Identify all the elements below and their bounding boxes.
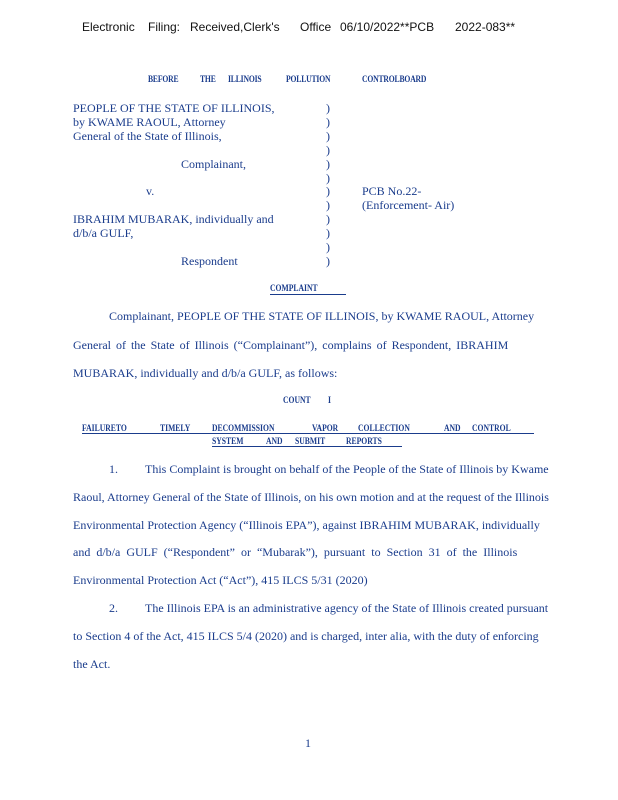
count-title-word: SYSTEM	[212, 436, 244, 446]
count-title-word: VAPOR	[312, 423, 339, 433]
board-heading-pollution: POLLUTION	[286, 74, 331, 84]
board-heading-illinois: ILLINOIS	[228, 74, 262, 84]
count-title-word: FAILURETO	[82, 423, 127, 433]
count-title-word: SUBMIT	[295, 436, 326, 446]
caption-paren: )	[326, 198, 330, 212]
caption-respondent-dba: d/b/a GULF,	[73, 226, 134, 240]
header-filing: Filing:	[148, 20, 181, 34]
paragraph-line: to Section 4 of the Act, 415 ILCS 5/4 (2020) and is charged, inter alia, with the duty of enforcing	[73, 629, 539, 643]
count-title-underline	[82, 433, 534, 434]
caption-paren: )	[326, 184, 330, 198]
caption-versus: v.	[146, 184, 155, 198]
board-heading-control-board: CONTROLBOARD	[362, 74, 427, 84]
caption-paren: )	[326, 212, 330, 226]
caption-attorney-general: General of the State of Illinois,	[73, 129, 222, 143]
page-number: 1	[305, 736, 311, 750]
paragraph-number: 2.	[109, 601, 118, 615]
caption-paren: )	[326, 226, 330, 240]
board-heading-before: BEFORE	[148, 74, 179, 84]
paragraph-line: Environmental Protection Agency (“Illinois EPA”), against IBRAHIM MUBARAK, individually	[73, 518, 540, 532]
header-received: Received,Clerk's	[190, 20, 280, 34]
caption-paren: )	[326, 143, 330, 157]
caption-paren: )	[326, 171, 330, 185]
header-office: Office	[300, 20, 332, 34]
caption-paren: )	[326, 254, 330, 268]
caption-paren: )	[326, 157, 330, 171]
header-case-number: 2022-083**	[455, 20, 516, 34]
count-number: I	[328, 395, 331, 405]
paragraph-line: This Complaint is brought on behalf of the People of the State of Illinois by Kwame	[145, 462, 549, 476]
paragraph-line: and d/b/a GULF (“Respondent” or “Mubarak”), pursuant to Section 31 of the Illinois	[73, 545, 518, 559]
complaint-heading-underline	[270, 294, 346, 295]
caption-respondent: Respondent	[181, 254, 238, 268]
complaint-heading: COMPLAINT	[270, 283, 318, 293]
paragraph-line: Raoul, Attorney General of the State of Illinois, on his own motion and at the request of the Illinois	[73, 490, 549, 504]
paragraph-number: 1.	[109, 462, 118, 476]
count-title-underline	[212, 446, 402, 447]
caption-by-attorney: by KWAME RAOUL, Attorney	[73, 115, 226, 129]
count-title-word: TIMELY	[160, 423, 191, 433]
caption-paren: )	[326, 115, 330, 129]
count-title-word: DECOMMISSION	[212, 423, 275, 433]
caption-enforcement: (Enforcement- Air)	[362, 198, 455, 212]
header-date: 06/10/2022**PCB	[340, 20, 435, 34]
intro-line: MUBARAK, individually and d/b/a GULF, as follows:	[73, 366, 338, 380]
count-title-word: AND	[266, 436, 283, 446]
caption-paren: )	[326, 240, 330, 254]
intro-line: General of the State of Illinois (“Complainant”), complains of Respondent, IBRAHIM	[73, 338, 509, 352]
count-title-word: AND	[444, 423, 461, 433]
count-title-word: CONTROL	[472, 423, 511, 433]
paragraph-line: the Act.	[73, 657, 111, 671]
caption-paren: )	[326, 129, 330, 143]
caption-pcb-number: PCB No.22-	[362, 184, 422, 198]
caption-respondent-name: IBRAHIM MUBARAK, individually and	[73, 212, 274, 226]
count-label: COUNT	[283, 395, 311, 405]
paragraph-line: The Illinois EPA is an administrative agency of the State of Illinois created pursuant	[145, 601, 549, 615]
caption-complainant: Complainant,	[181, 157, 246, 171]
count-title-word: REPORTS	[346, 436, 382, 446]
count-title-word: COLLECTION	[358, 423, 410, 433]
board-heading-the: THE	[200, 74, 216, 84]
paragraph-line: Environmental Protection Act (“Act”), 415 ILCS 5/31 (2020)	[73, 573, 368, 587]
intro-line: Complainant, PEOPLE OF THE STATE OF ILLINOIS, by KWAME RAOUL, Attorney	[109, 309, 535, 323]
header-electronic: Electronic	[82, 20, 135, 34]
caption-people: PEOPLE OF THE STATE OF ILLINOIS,	[73, 101, 275, 115]
caption-paren: )	[326, 101, 330, 115]
